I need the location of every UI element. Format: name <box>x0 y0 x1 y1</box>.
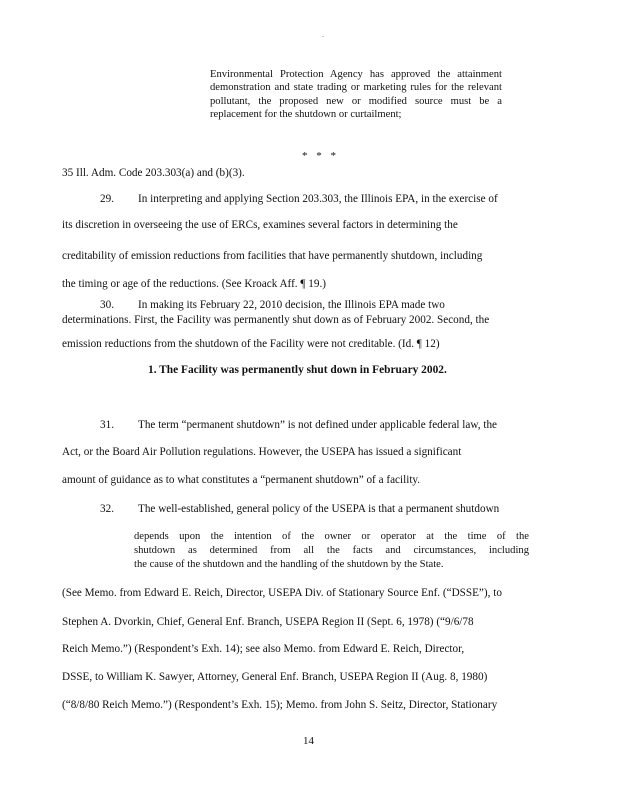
para30-line-3: emission reductions from the shutdown of the Facility were not creditable. (Id. ¶ 12) <box>62 338 440 350</box>
quote-mid-line-3: the cause of the shutdown and the handling of the shutdown by the State. <box>134 559 444 570</box>
quote-mid-line-2: shutdown as determined from all the facts and circumstances, including <box>134 545 529 556</box>
para30-number: 30. <box>100 299 114 311</box>
para32-line-2: (See Memo. from Edward E. Reich, Director, USEPA Div. of Stationary Source Enf. (“DSSE”), to <box>62 587 502 599</box>
citation: 35 Ill. Adm. Code 203.303(a) and (b)(3). <box>62 167 245 179</box>
para29-line-3: creditability of emission reductions from facilities that have permanently shutdown, including <box>62 250 483 262</box>
para29-line-2: its discretion in overseeing the use of ERCs, examines several factors in determining the <box>62 219 458 231</box>
para31-line-1: 31. The term “permanent shutdown” is not defined under applicable federal law, the <box>62 419 532 431</box>
para31-number: 31. <box>100 419 114 431</box>
page-number: 14 <box>303 735 314 747</box>
para32-line-3: Stephen A. Dvorkin, Chief, General Enf. Branch, USEPA Region II (Sept. 6, 1978) (“9/6/78 <box>62 616 474 628</box>
para29-line-4: the timing or age of the reductions. (See Kroack Aff. ¶ 19.) <box>62 278 326 290</box>
ellipsis-stars: * * * <box>302 150 339 162</box>
block-quote-top: Environmental Protection Agency has approved the attainment demonstration and state trading or marketing rules for the relevant pollutant, the proposed new or modified source must be a replacement for the shutdown or curtailment; <box>210 69 502 120</box>
para32-line-1: 32. The well-established, general policy of the USEPA is that a permanent shutdown <box>62 503 532 515</box>
para31-line-3: amount of guidance as to what constitutes a “permanent shutdown” of a facility. <box>62 474 421 486</box>
para29-number: 29. <box>100 193 114 205</box>
para29-line-1: 29. In interpreting and applying Section 203.303, the Illinois EPA, in the exercise of <box>62 193 532 205</box>
block-quote-mid <box>134 530 529 572</box>
header-mark: . <box>322 30 324 39</box>
section-heading: 1. The Facility was permanently shut down in February 2002. <box>148 364 447 376</box>
para30-line-1: 30. In making its February 22, 2010 decision, the Illinois EPA made two <box>62 299 532 311</box>
para31-line-2: Act, or the Board Air Pollution regulations. However, the USEPA has issued a significant <box>62 446 462 458</box>
para32-line-4: Reich Memo.”) (Respondent’s Exh. 14); see also Memo. from Edward E. Reich, Director, <box>62 643 465 655</box>
quote-mid-line-1: depends upon the intention of the owner or operator at the time of the <box>134 531 529 542</box>
para32-number: 32. <box>100 503 114 515</box>
para32-line-5: DSSE, to William K. Sawyer, Attorney, General Enf. Branch, USEPA Region II (Aug. 8, 1980) <box>62 671 488 683</box>
para30-line-2: determinations. First, the Facility was permanently shut down as of February 2002. Second, the <box>62 314 490 326</box>
para32-line-6: (“8/8/80 Reich Memo.”) (Respondent’s Exh. 15); Memo. from John S. Seitz, Director, Stationary <box>62 699 498 711</box>
